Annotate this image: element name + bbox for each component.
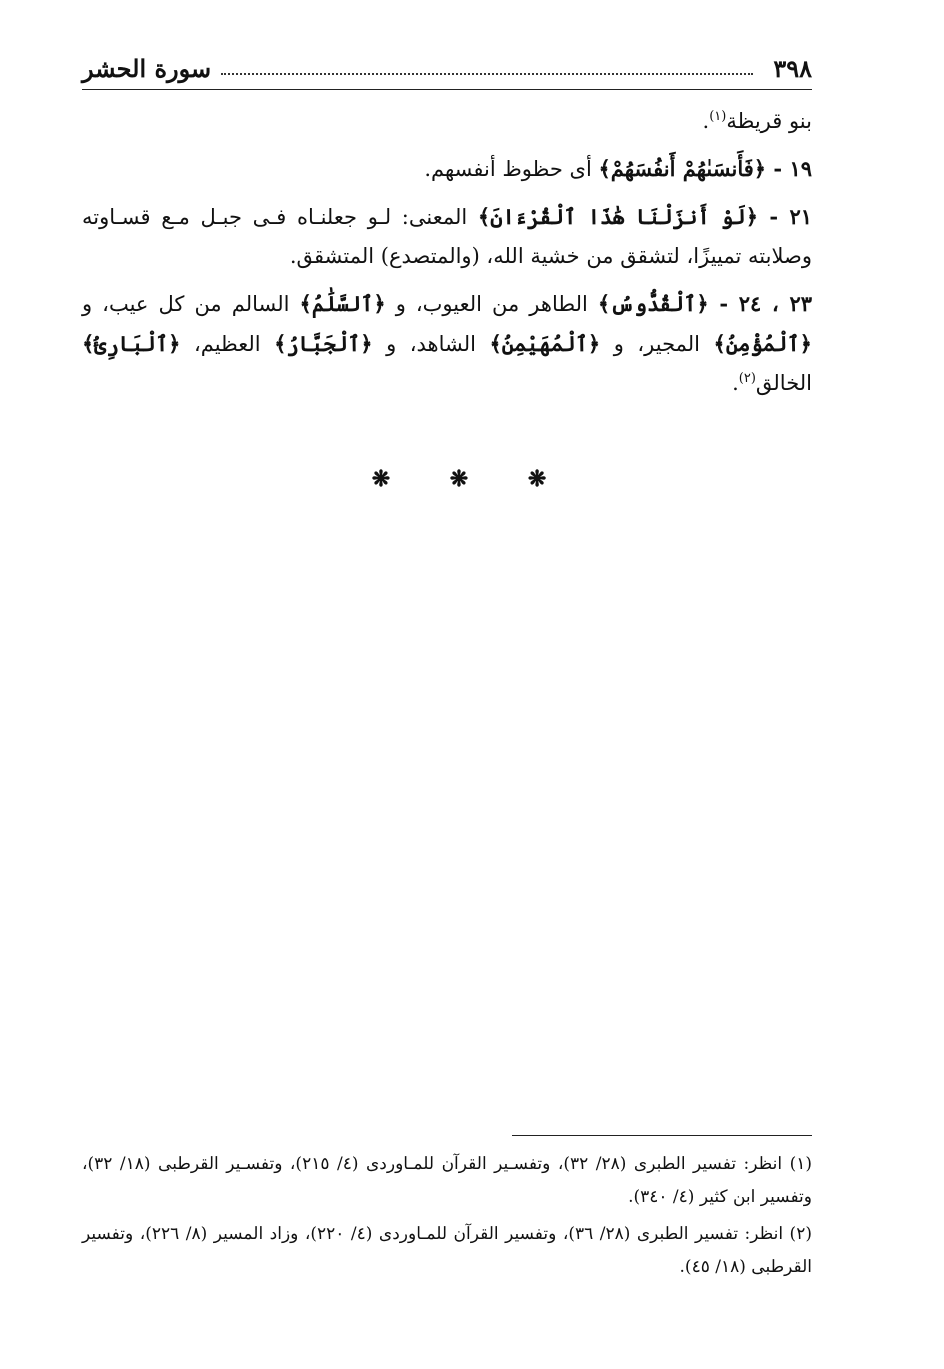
quran-quote: ﴿ٱلْمُؤْمِنُ﴾	[713, 331, 812, 356]
quran-quote: ﴿ٱلْجَبَّارُ﴾	[274, 331, 373, 356]
verse-number: ٢٣ ، ٢٤ -	[708, 291, 813, 316]
quran-quote: ﴿لَوْ أَنزَلْنَا هَٰذَا ٱلْقُرْءَانَ﴾	[477, 204, 759, 229]
footnote-ref-2: (٢)	[738, 371, 756, 386]
quran-quote: ﴿ٱلْبَارِئُ﴾	[82, 331, 181, 356]
footnotes	[82, 1148, 812, 1288]
explanation: المعنى: لـو جعلنـاه فـى جبـل مـع قسـاوته وصلابته تمييزًا، لتشقق من خشية الله، (والمتصدع) المتشقق.	[82, 205, 812, 268]
main-text	[82, 102, 812, 411]
paragraph-verse-23-24	[82, 284, 812, 403]
quran-quote: ﴿ٱلْمُهَيْمِنُ﴾	[489, 331, 601, 356]
verse-number: ١٩ -	[766, 156, 812, 181]
footnote-2: (٢) انظر: تفسير الطبرى (٢٨/ ٣٦)، وتفسير القرآن للمـاوردى (٤/ ٢٢٠)، وزاد المسير (٨/ ٢٢٦)، وتفسير القرطبى (١٨/ ٤٥).	[82, 1224, 812, 1277]
footnote-divider	[512, 1135, 812, 1136]
text-end: .	[702, 109, 710, 133]
footnote-ref-1: (١)	[709, 109, 727, 124]
explanation: السالم من كل عيب، و	[82, 292, 300, 316]
paragraph-verse-19	[82, 149, 812, 189]
quran-quote: ﴿ٱلسَّلَٰمُ﴾	[299, 291, 386, 316]
quran-quote: ﴿فَأَنسَىٰهُمْ أَنفُسَهُمْ﴾	[598, 156, 767, 181]
text-end: .	[732, 371, 739, 395]
verse-number: ٢١ -	[758, 204, 813, 229]
text: بنو قريظة	[726, 109, 812, 133]
explanation: الشاهد، و	[372, 332, 490, 356]
explanation: أى حظوظ أنفسهم.	[424, 157, 599, 181]
footnote-1: (١) انظر: تفسير الطبرى (٢٨/ ٣٢)، وتفسـير القرآن للمـاوردى (٤/ ٢١٥)، وتفسـير القرطبى (١٨/ ٣٢)، وتفسير ابن كثير (٤/ ٣٤٠).	[82, 1154, 812, 1207]
page-number: ٣٩٨	[773, 54, 812, 83]
surah-title: سورة الحشر	[82, 54, 212, 83]
header-dotted-leader	[221, 72, 753, 75]
section-separator: ❋ ❋ ❋	[371, 466, 573, 492]
quran-quote: ﴿ٱلْقُدُّوسُ﴾	[597, 291, 709, 316]
explanation: العظيم،	[180, 332, 275, 356]
explanation: الطاهر من العيوب، و	[385, 292, 598, 316]
explanation: الخالق	[755, 371, 812, 395]
paragraph-verse-21	[82, 197, 812, 276]
page-header	[82, 50, 812, 90]
explanation: المجير، و	[600, 332, 714, 356]
paragraph-1	[82, 102, 812, 141]
